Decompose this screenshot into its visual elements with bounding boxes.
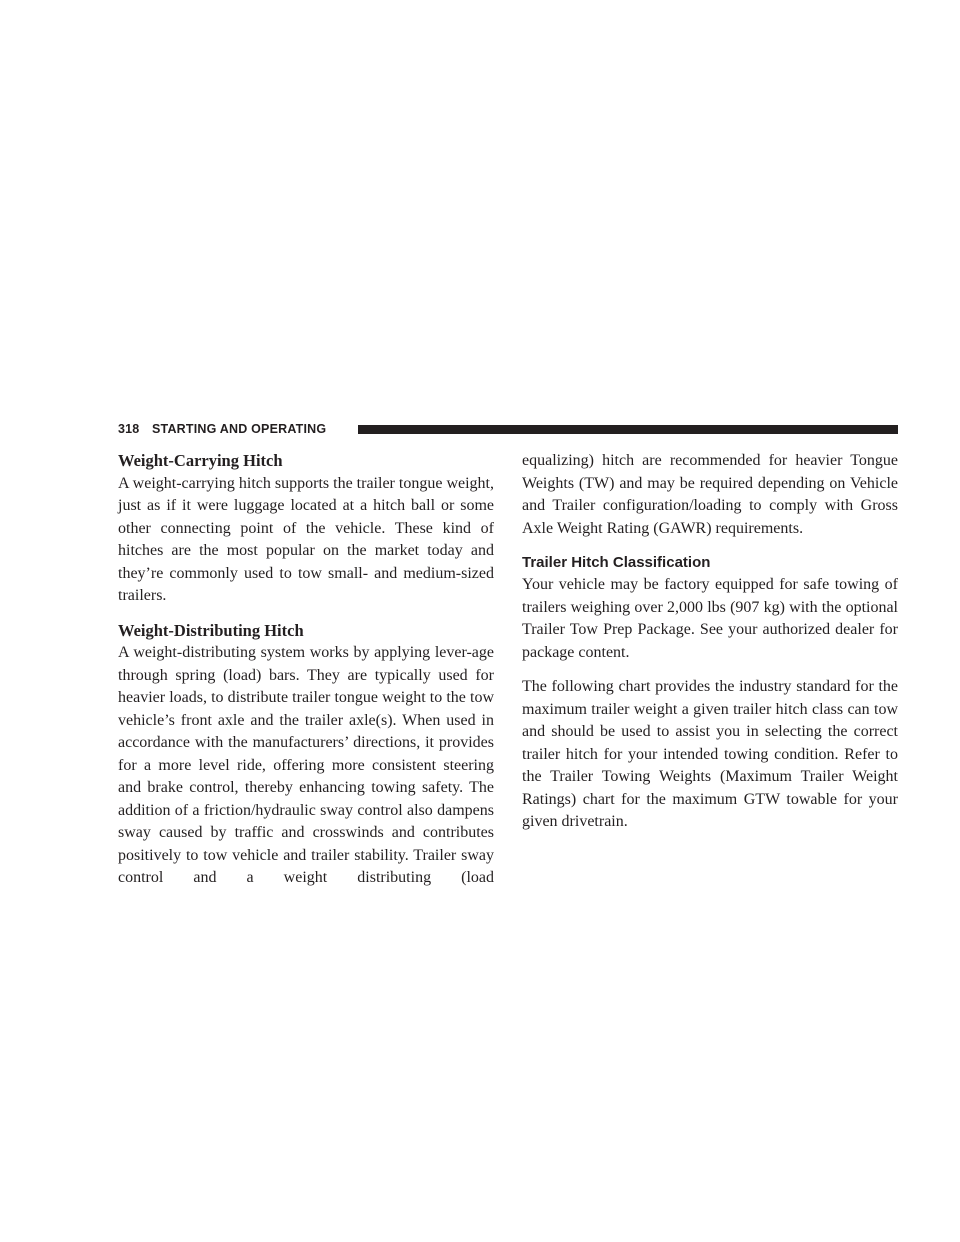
right-column (522, 450, 898, 846)
paragraph-weight-distributing: A weight-distributing system works by applying lever-age through spring (load) bars. They are typically used for heavier loads, to distribute trailer tongue weight to the tow vehicle’s front axle and the trailer axle(s). When used in accordance with the manufacturers’ directions, it provides for a more level ride, offering more consistent steering and brake control, thereby enhancing towing safety. The addition of a friction/hydraulic sway control also dampens sway caused by traffic and crosswinds and contributes positively to tow vehicle and trailer stability. Trailer sway control and a weight distributing (load (118, 644, 494, 886)
heading-trailer-hitch-classification: Trailer Hitch Classification (522, 554, 711, 571)
page-header (118, 419, 898, 443)
header-rule (358, 425, 898, 434)
page-number: 318 (118, 422, 140, 436)
section-title: STARTING AND OPERATING (152, 422, 327, 436)
heading-weight-distributing-hitch: Weight-Distributing Hitch (118, 620, 304, 640)
heading-weight-carrying-hitch: Weight-Carrying Hitch (118, 451, 283, 470)
paragraph-continued: equalizing) hitch are recommended for heavier Tongue Weights (TW) and may be required depending on Vehicle and Trailer configuration/loading to comply with Gross Axle Weight Rating (GAWR) requirements. (522, 452, 898, 537)
paragraph-weight-carrying: A weight-carrying hitch supports the trailer tongue weight, just as if it were luggage located at a hitch ball or some other connecting point of the vehicle. These kind of hitches are the most popular on the market today and they’re commonly used to tow small- and medium-sized trailers. (118, 474, 494, 604)
paragraph-following-chart: The following chart provides the industry standard for the maximum trailer weight a given trailer hitch class can tow and should be used to assist you in selecting the correct trailer hitch for your intended towing condition. Refer to the Trailer Towing Weights (Maximum Trailer Weight Ratings) chart for the maximum GTW towable for your given drivetrain. (522, 678, 898, 830)
paragraph-factory-equipped: Your vehicle may be factory equipped for safe towing of trailers weighing over 2,000 lbs (907 kg) with the optional Trailer Tow Prep Package. See your authorized dealer for package content. (522, 576, 898, 661)
left-column (118, 450, 494, 902)
